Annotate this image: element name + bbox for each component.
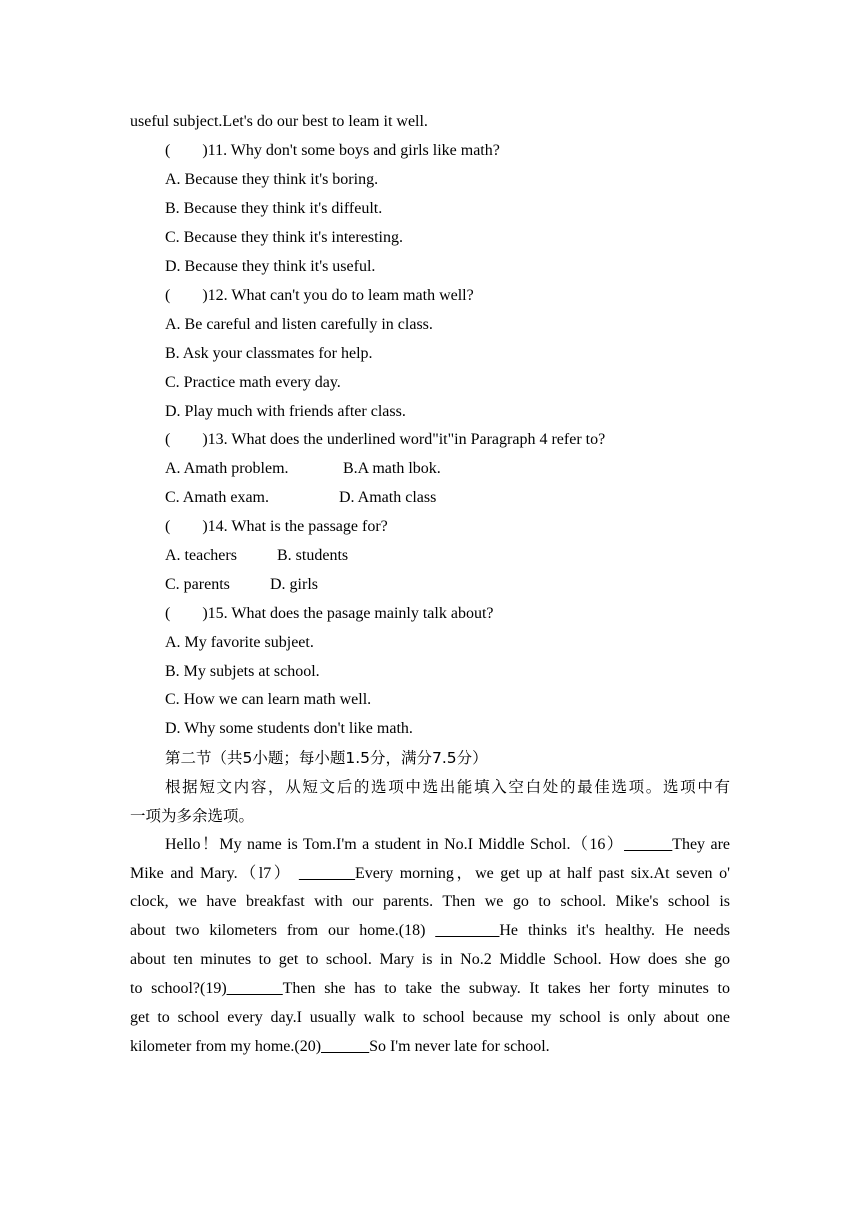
passage-line-8: kilometer from my home.(20)______So I'm never late for school. [130,1038,550,1055]
q13-option-d: D. Amath class [339,489,437,506]
q12-option-c: C. Practice math every day. [165,374,341,391]
section-2-instruction-line2: 一项为多余选项。 [130,807,255,825]
q15-option-b: B. My subjets at school. [165,663,320,680]
passage-line-1: Hello！My name is Tom.I'm a student in No.I Middle Schol.（16）______They are [165,836,730,853]
q13-option-c: C. Amath exam. [165,489,269,506]
q12-option-b: B. Ask your classmates for help. [165,345,373,362]
question-13-stem: ( )13. What does the underlined word"it"in Paragraph 4 refer to? [165,431,606,448]
q11-option-b: B. Because they think it's diffeult. [165,200,383,217]
q11-option-d: D. Because they think it's useful. [165,258,376,275]
passage-line-5: about ten minutes to get to school. Mary is in No.2 Middle School. How does she go [130,951,730,968]
q13-option-b: B.A math lbok. [343,460,441,477]
blank-19[interactable]: _______ [226,980,283,997]
blank-17[interactable]: _______ [298,865,355,882]
q13-option-a: A. Amath problem. [165,460,289,477]
blank-18[interactable]: ________ [435,922,500,939]
passage-line-2: Mike and Mary.（l7） _______Every morning，we get up at half past six.At seven o' [130,865,730,882]
q14-option-c: C. parents [165,576,230,593]
section-2-heading: 第二节（共5小题；每小题1.5分，满分7.5分） [165,749,488,767]
question-14-stem: ( )14. What is the passage for? [165,518,388,535]
q14-option-b: B. students [277,547,349,564]
q14-option-d: D. girls [270,576,318,593]
q12-option-a: A. Be careful and listen carefully in class. [165,316,433,333]
blank-20[interactable]: ______ [321,1038,370,1055]
intro-tail: useful subject.Let's do our best to leam it well. [130,113,428,130]
passage-line-7: get to school every day.I usually walk to school because my school is only about one [130,1009,730,1026]
q11-option-c: C. Because they think it's interesting. [165,229,403,246]
q15-option-a: A. My favorite subjeet. [165,634,314,651]
passage-line-4: about two kilometers from our home.(18) ________He thinks it's healthy. He needs [130,922,730,939]
q12-option-d: D. Play much with friends after class. [165,403,406,420]
section-2-instruction-line1: 根据短文内容，从短文后的选项中选出能填入空白处的最佳选项。选项中有 [165,778,730,796]
question-15-stem: ( )15. What does the pasage mainly talk about? [165,605,494,622]
passage-line-6: to school?(19)_______Then she has to take the subway. It takes her forty minutes to [130,980,730,997]
q15-option-c: C. How we can learn math well. [165,691,372,708]
question-12-stem: ( )12. What can't you do to leam math well? [165,287,474,304]
q14-option-a: A. teachers [165,547,237,564]
q15-option-d: D. Why some students don't like math. [165,720,413,737]
blank-16[interactable]: ______ [624,836,673,853]
passage-line-3: clock, we have breakfast with our parents. Then we go to school. Mike's school is [130,893,730,910]
q11-option-a: A. Because they think it's boring. [165,171,379,188]
question-11-stem: ( )11. Why don't some boys and girls like math? [165,142,500,159]
